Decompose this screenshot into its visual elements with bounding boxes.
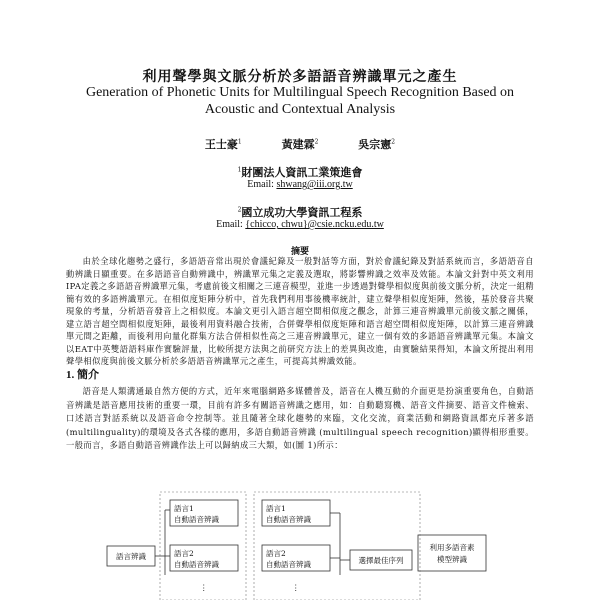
recognizer-label: 自動語音辨識 <box>174 515 219 524</box>
abstract-heading: 摘要 <box>290 247 309 257</box>
title-english-line1: Generation of Phonetic Units for Multilingual Speech Recognition Based on <box>85 85 515 100</box>
recognizer-label: 語言2 <box>174 549 194 558</box>
author: 黃建霖$^2$ <box>281 138 319 151</box>
author: 王士豪$^1$ <box>204 138 242 151</box>
section-heading: 1. 簡介 <box>66 369 99 381</box>
title-english-line2: Acoustic and Contextual Analysis <box>204 102 396 117</box>
multilingual-model-label: 利用多語音素 <box>429 543 475 552</box>
affiliation-2-email: Email: {chicco, chwu}@csie.ncku.edu.tw <box>216 219 384 230</box>
recognizer-label: 語言2 <box>266 549 286 558</box>
recognizer-label: 自動語音辨識 <box>266 515 311 524</box>
recognizer-label: 自動語音辨識 <box>266 560 311 569</box>
recognizer-label: 自動語音辨識 <box>174 560 219 569</box>
multilingual-model-box <box>418 535 486 571</box>
recognizer-label: 語言1 <box>174 504 194 513</box>
author: 吳宗憲$^2$ <box>358 138 396 151</box>
affiliation-1: $^1$財團法人資訊工業策進會 <box>237 166 363 179</box>
title-chinese: 利用聲學與文脈分析於多語語音辨識單元之產生 <box>142 69 458 85</box>
email-link[interactable]: {chicco, chwu}@csie.ncku.edu.tw <box>245 219 384 230</box>
multilingual-model-label: 模型辨識 <box>437 555 467 564</box>
affiliation-2: $^2$國立成功大學資訊工程系 <box>237 206 363 219</box>
affiliation-1-email: Email: shwang@iii.org.tw <box>247 179 353 190</box>
ellipsis: ⋮ <box>200 583 208 592</box>
ellipsis: ⋮ <box>292 583 300 592</box>
abstract-paragraph: 由於全球化趨勢之盛行，多語語音常出現於會議紀錄及一般對話等方面，對於會議紀錄及對話系統而言，多語語音自動辨識日顯重要。在多語語音自動辨識中，辨識單元集之定義及選取，將影響辨識之效率及效能。本論文針對中英文利用IPA定義之多語語音辨識單元集，考慮前後文相關之三連音模型，並進一步透過對聲學相似度與前後文脈分析，決定一組精簡有效的多語辨識單元。在相似度矩陣分析中，首先我們利用事後機率統計，建立聲學相似度矩陣，然後，基於發音共聚現象的考量，分析語音發音上之相似度。本論文更引入語言超空間相似度之觀念，計算三連音辨識單元前後文脈之關係，建立語言超空間相似度矩陣，最後利用資料融合技術，合併聲學相似度矩陣和語言超空間相似度矩陣，以計算三連音辨識單元間之距離，而後利用向量化群集方法合併相似性高之三連音辨識單元，建立一個有效的多語語音辨識單元集。本論文以EAT中英雙語語料庫作實驗評量，比較所提方法與之前研究方法上的差異與改進，由實驗結果得知，本論文所提出利用聲學相似度與前後文脈分析於多語語音辨識單元之產生，可提高其辨識效能。 <box>66 256 534 366</box>
recognizer-label: 語言1 <box>266 504 286 513</box>
email-link[interactable]: shwang@iii.org.tw <box>276 179 353 190</box>
language-id-label: 語言辨識 <box>116 552 146 561</box>
select-best-label: 選擇最佳序列 <box>358 556 404 565</box>
intro-paragraph: 語音是人類溝通最自然方便的方式，近年來電腦網路多媒體普及，語音在人機互動的介面更是扮演重要角色，自動語音辨識是語音應用技術的重要一環，目前有許多有關語音辨識之應用，如：自動聽寫機、語音文件摘要、語音文件檢索、口述語言對話系統以及語音命令控制等。並且隨著全球化趨勢的來臨，文化交流，商業活動和網路資訊都充斥著多語(multilinguality)的環境及各式各樣的應用，多語自動語音辨識 (multilingual speech recognition)顯得相形重要。一般而言，多語自動語音辨識作法上可以歸納成三大類，如(圖 1)所示： <box>66 386 534 450</box>
